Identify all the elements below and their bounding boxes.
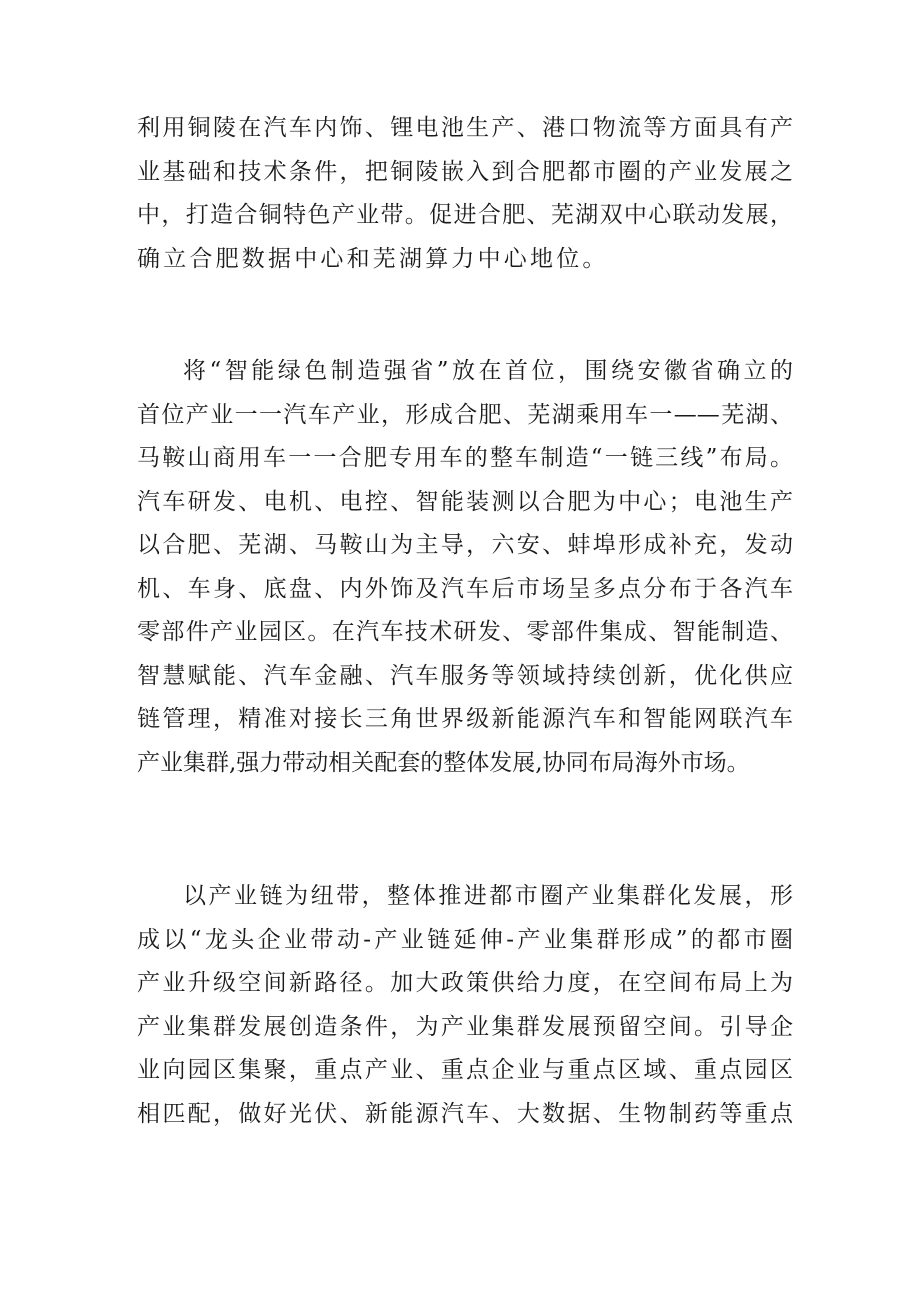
text-line: 相匹配，做好光伏、新能源汽车、大数据、生物制药等重点: [137, 1100, 793, 1127]
paragraph-3: [137, 875, 793, 1136]
text-line: 产业集群发展创造条件，为产业集群发展预留空间。引导企: [137, 1013, 793, 1040]
paragraph-1: [137, 107, 793, 281]
text-line: 中，打造合铜特色产业带。促进合肥、芜湖双中心联动发展，: [137, 202, 793, 228]
text-line: 产业集群,强力带动相关配套的整体发展,协同布局海外市场。: [137, 749, 750, 776]
text-line: 产业升级空间新路径。加大政策供给力度，在空间布局上为: [137, 970, 793, 996]
text-line: 业向园区集聚，重点产业、重点企业与重点区域、重点园区: [137, 1057, 793, 1083]
text-line: 以产业链为纽带，整体推进都市圈产业集群化发展，形: [183, 883, 793, 909]
text-line: 业基础和技术条件，把铜陵嵌入到合肥都市圈的产业发展之: [137, 158, 793, 185]
text-line: 汽车研发、电机、电控、智能装测以合肥为中心；电池生产: [137, 488, 793, 515]
text-line: 利用铜陵在汽车内饰、锂电池生产、港口物流等方面具有产: [137, 115, 793, 141]
text-line: 成以“龙头企业带动-产业链延伸-产业集群形成”的都市圈: [137, 926, 793, 953]
text-line: 马鞍山商用车一一合肥专用车的整车制造“一链三线”布局。: [137, 445, 793, 471]
text-line: 机、车身、底盘、内外饰及汽车后市场呈多点分布于各汽车: [137, 575, 793, 602]
text-line: 以合肥、芜湖、马鞍山为主导，六安、蚌埠形成补充，发动: [137, 532, 793, 558]
text-line: 零部件产业园区。在汽车技术研发、零部件集成、智能制造、: [137, 619, 793, 645]
paragraph-2: [137, 350, 793, 785]
text-line: 智慧赋能、汽车金融、汽车服务等领域持续创新，优化供应: [137, 662, 793, 689]
text-line: 首位产业一一汽车产业，形成合肥、芜湖乘用车一——芜湖、: [137, 401, 793, 428]
text-line: 确立合肥数据中心和芜湖算力中心地位。: [137, 245, 609, 272]
text-line: 链管理，精准对接长三角世界级新能源汽车和智能网联汽车: [137, 706, 793, 732]
text-line: 将“智能绿色制造强省”放在首位，围绕安徽省确立的: [183, 358, 793, 384]
